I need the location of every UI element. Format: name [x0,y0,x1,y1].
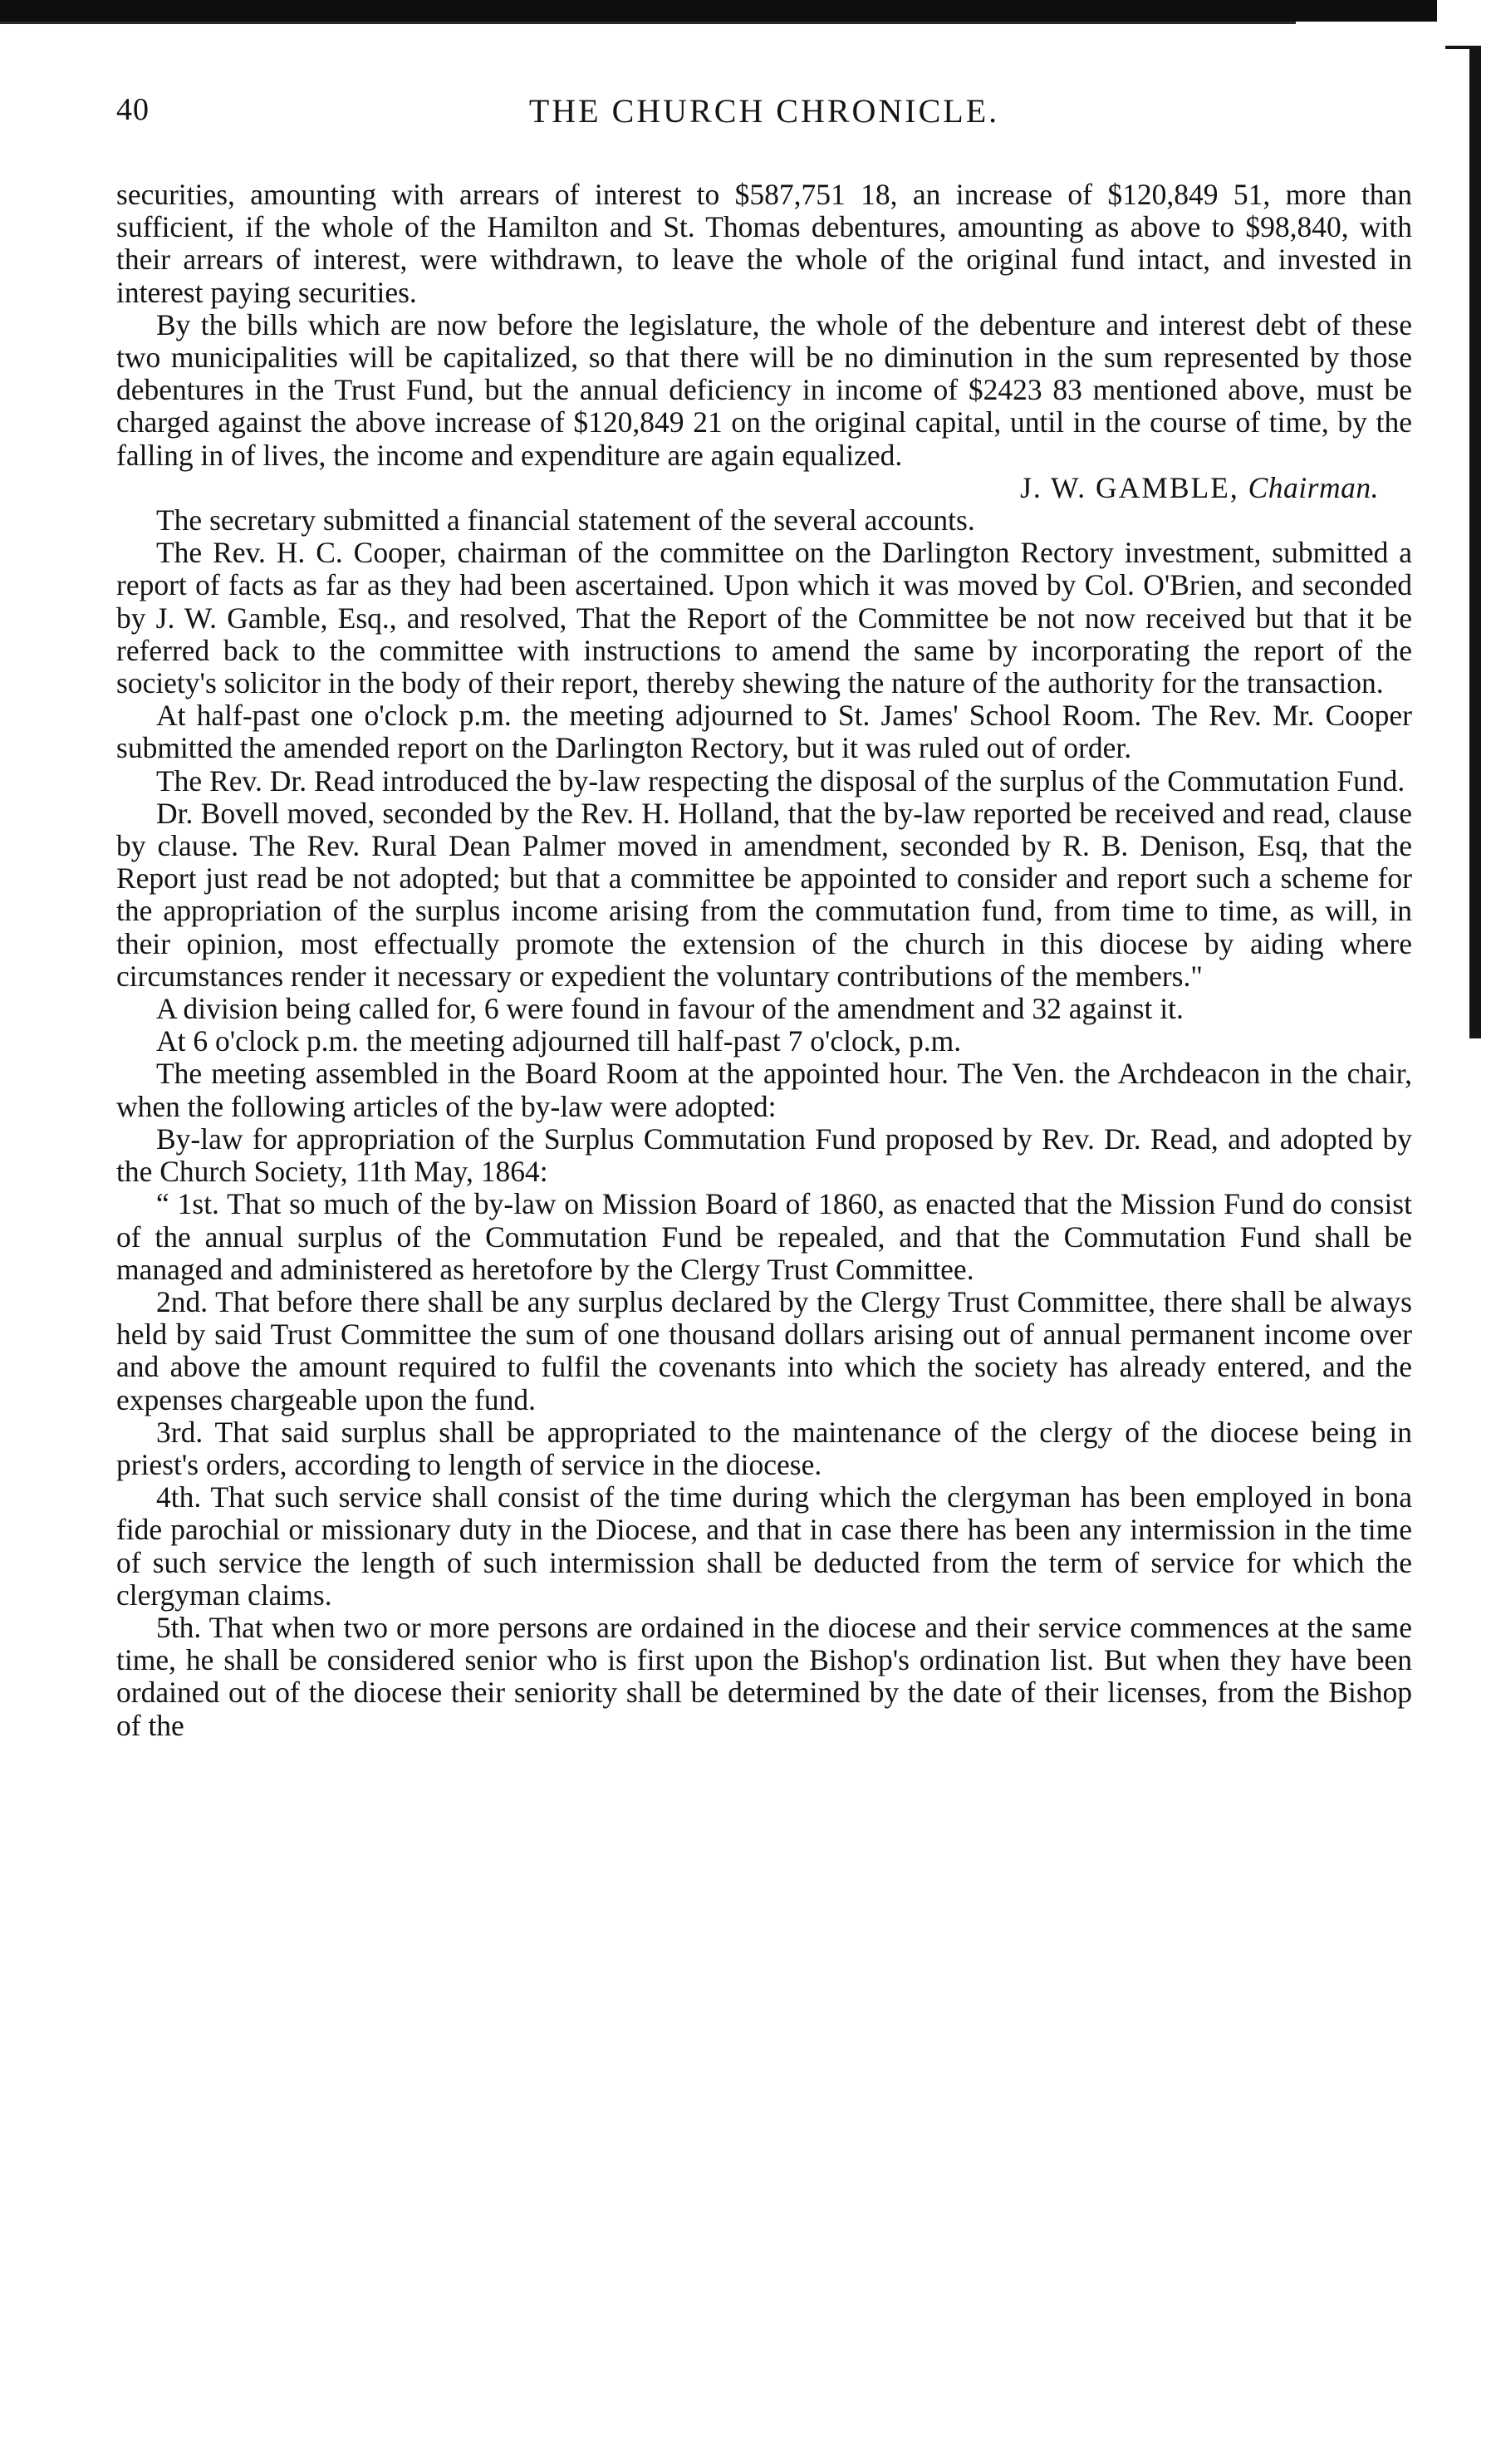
top-border-rule [0,0,1437,22]
paragraph: The Rev. H. C. Cooper, chairman of the committee on the Darlington Rectory investment, submitted a report of facts as far as they had been ascertained. Upon which it was moved by Col. O'Brien, and seconded by J. W. Gamble, Esq., and resolved, That the Report of the Committee be not now received but that it be referred back to the committee with instructions to amend the same by incorporating the report of the society's solicitor in the body of their report, thereby shewing the nature of the authority for the transaction. [116,536,1412,700]
signature [116,472,1412,504]
paragraph: 4th. That such service shall consist of the time during which the clergyman has been employed in bona fide parochial or missionary duty in the Diocese, and that in case there has been any intermission in the time of such service the length of such intermission shall be deducted from the term of service for which the clergyman claims. [116,1480,1412,1612]
page [116,79,1412,1742]
paragraph: “ 1st. That so much of the by-law on Mission Board of 1860, as enacted that the Mission Fund do consist of the annual surplus of the Commutation Fund be repealed, and that the Commutation Fund shall be managed and administered as heretofore by the Clergy Trust Committee. [116,1187,1412,1286]
paragraph: 2nd. That before there shall be any surplus declared by the Clergy Trust Committee, there shall be always held by said Trust Committee the sum of one thousand dollars arising out of annual permanent income over and above the amount required to fulfil the covenants into which the society has already entered, and the expenses chargeable upon the fund. [116,1284,1412,1416]
signature-name: J. W. GAMBLE, [1020,470,1239,504]
paragraph: By the bills which are now before the legislature, the whole of the debenture and interest debt of these two municipalities will be capitalized, so that there will be no diminution in the sum represented by those debentures in the Trust Fund, but the annual deficiency in income of $2423 83 mentioned above, must be charged against the above increase of $120,849 21 on the original capital, until in the course of time, by the falling in of lives, the income and expenditure are again equalized. [116,307,1412,472]
page-header [116,79,1412,154]
paragraph: The secretary submitted a financial statement of the several accounts. [156,503,975,537]
paragraph: securities, amounting with arrears of interest to $587,751 18, an increase of $120,849 51, more than sufficient, if the whole of the Hamilton and St. Thomas debentures, amounting as above to $98,840, with their arrears of interest, were withdrawn, to leave the whole of the original fund intact, and invested in interest paying securities. [116,178,1412,309]
paragraph: The meeting assembled in the Board Room at the appointed hour. The Ven. the Archdeacon in the chair, when the following articles of the by-law were adopted: [116,1057,1412,1123]
article-body [116,179,1412,1742]
paragraph: 5th. That when two or more persons are ordained in the diocese and their service commences at the same time, he shall be considered senior who is first upon the Bishop's ordination list. But when they have been ordained out of the diocese their seniority shall be determined by the date of their licenses, from the Bishop of the [116,1610,1412,1742]
paragraph: 3rd. That said surplus shall be appropriated to the maintenance of the clergy of the diocese being in priest's orders, according to length of service in the diocese. [116,1415,1412,1481]
paragraph: The Rev. Dr. Read introduced the by-law respecting the disposal of the surplus of the Commutation Fund. [156,763,1405,798]
paragraph: At 6 o'clock p.m. the meeting adjourned till half-past 7 o'clock, p.m. [156,1024,962,1058]
paragraph: By-law for appropriation of the Surplus Commutation Fund proposed by Rev. Dr. Read, and adopted by the Church Society, 11th May, 1864: [116,1122,1412,1189]
right-margin-rule [1469,46,1481,1038]
top-border-thin-rule [0,22,1296,24]
page-number: 40 [116,92,150,127]
paragraph: A division being called for, 6 were found in favour of the amendment and 32 against it. [156,992,1184,1026]
paragraph: At half-past one o'clock p.m. the meeting adjourned to St. James' School Room. The Rev. Mr. Cooper submitted the amended report on the Darlington Rectory, but it was ruled out of order. [116,699,1412,765]
paragraph: Dr. Bovell moved, seconded by the Rev. H. Holland, that the by-law reported be received and read, clause by clause. The Rev. Rural Dean Palmer moved in amendment, seconded by R. B. Denison, Esq, that the Report just read be not adopted; but that a committee be appointed to consider and report such a scheme for the appropriation of the surplus income arising from the commutation fund, from time to time, as will, in their opinion, most effectually promote the extension of the church in this diocese by aiding where circumstances render it necessary or expedient the voluntary contributions of the members." [116,796,1412,993]
running-title: THE CHURCH CHRONICLE. [528,92,1000,130]
signature-title: Chairman. [1248,470,1379,504]
